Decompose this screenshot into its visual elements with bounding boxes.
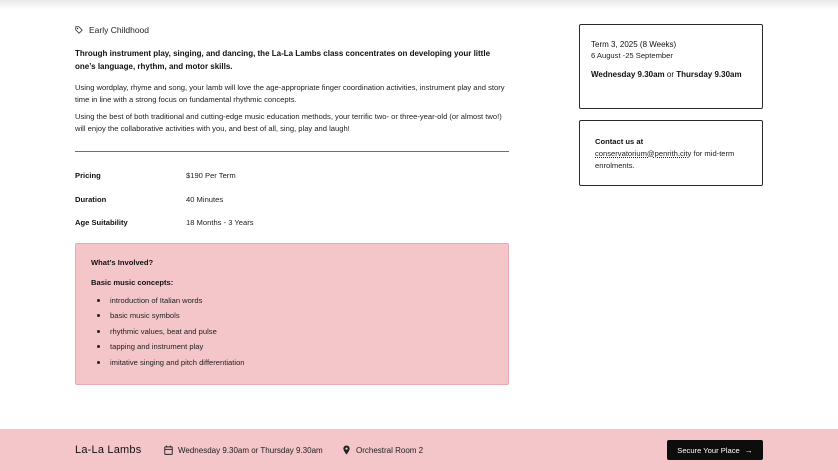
involved-list [91,293,493,370]
class-details [75,24,509,385]
involved-subtitle: Basic music concepts: [91,277,174,287]
spec-row-duration [75,195,509,219]
location-pin-icon [342,445,351,455]
spec-label: Duration [75,194,107,204]
list-item: imitative singing and pitch differentiation [91,355,493,370]
divider [75,151,509,152]
class-location [342,445,423,455]
spec-value: $190 Per Term [186,171,236,181]
class-schedule [164,445,323,455]
term-title: Term 3, 2025 (8 Weeks) [591,40,677,49]
category-tag[interactable] [75,24,509,36]
spec-value: 18 Months - 3 Years [186,218,254,228]
list-item: rhythmic values, beat and pulse [91,324,493,339]
class-title: La-La Lambs [75,444,142,456]
term-info-card [579,24,763,109]
list-item: introduction of Italian words [91,293,493,308]
term-time-wednesday: Wednesday 9.30am [591,70,665,79]
header-shadow [0,0,838,10]
spec-value: 40 Minutes [186,194,224,204]
contact-card [579,120,763,186]
contact-suffix: for mid-term enrolments. [595,148,735,170]
description-paragraph: Using the best of both traditional and cutting-edge music education methods, your terrific two- or three-year-old (or almost two!) will enjoy the collaborative activities with you, and best of all, sing, play and laugh! [75,112,502,133]
tag-icon [75,26,83,34]
contact-heading: Contact us at [595,137,644,146]
term-time-thursday: Thursday 9.30am [676,70,742,79]
involved-title: What’s Involved? [91,257,154,267]
spec-label: Pricing [75,171,101,181]
spec-row-pricing [75,171,509,195]
category-label: Early Childhood [89,25,150,35]
arrow-right-icon: → [744,445,753,455]
spec-row-age [75,218,509,242]
contact-email-link[interactable]: conservatorium@penrith.city [595,148,692,158]
term-times-separator: or [664,70,677,79]
booking-bar [0,429,838,471]
calendar-icon [164,445,173,455]
location-text: Orchestral Room 2 [356,445,424,455]
specs-list [75,171,509,242]
lead-paragraph: Through instrument play, singing, and dancing, the La-La Lambs class concentrates on developing your little one’s language, rhythm, and motor skills. [75,49,491,71]
description-paragraph: Using wordplay, rhyme and song, your lamb will love the age-appropriate finger coordination activities, instrument play and story time in line with a strong focus on fundamental rhythmic concepts. [75,83,505,104]
whats-involved-panel [75,243,509,385]
secure-place-button[interactable] [667,440,763,460]
term-dates: 6 August -25 September [591,51,673,60]
cta-label: Secure Your Place [677,445,740,455]
spec-label: Age Suitability [75,218,128,228]
list-item: basic music symbols [91,308,493,323]
term-times [591,69,751,81]
list-item: tapping and instrument play [91,339,493,354]
schedule-text: Wednesday 9.30am or Thursday 9.30am [178,445,323,455]
